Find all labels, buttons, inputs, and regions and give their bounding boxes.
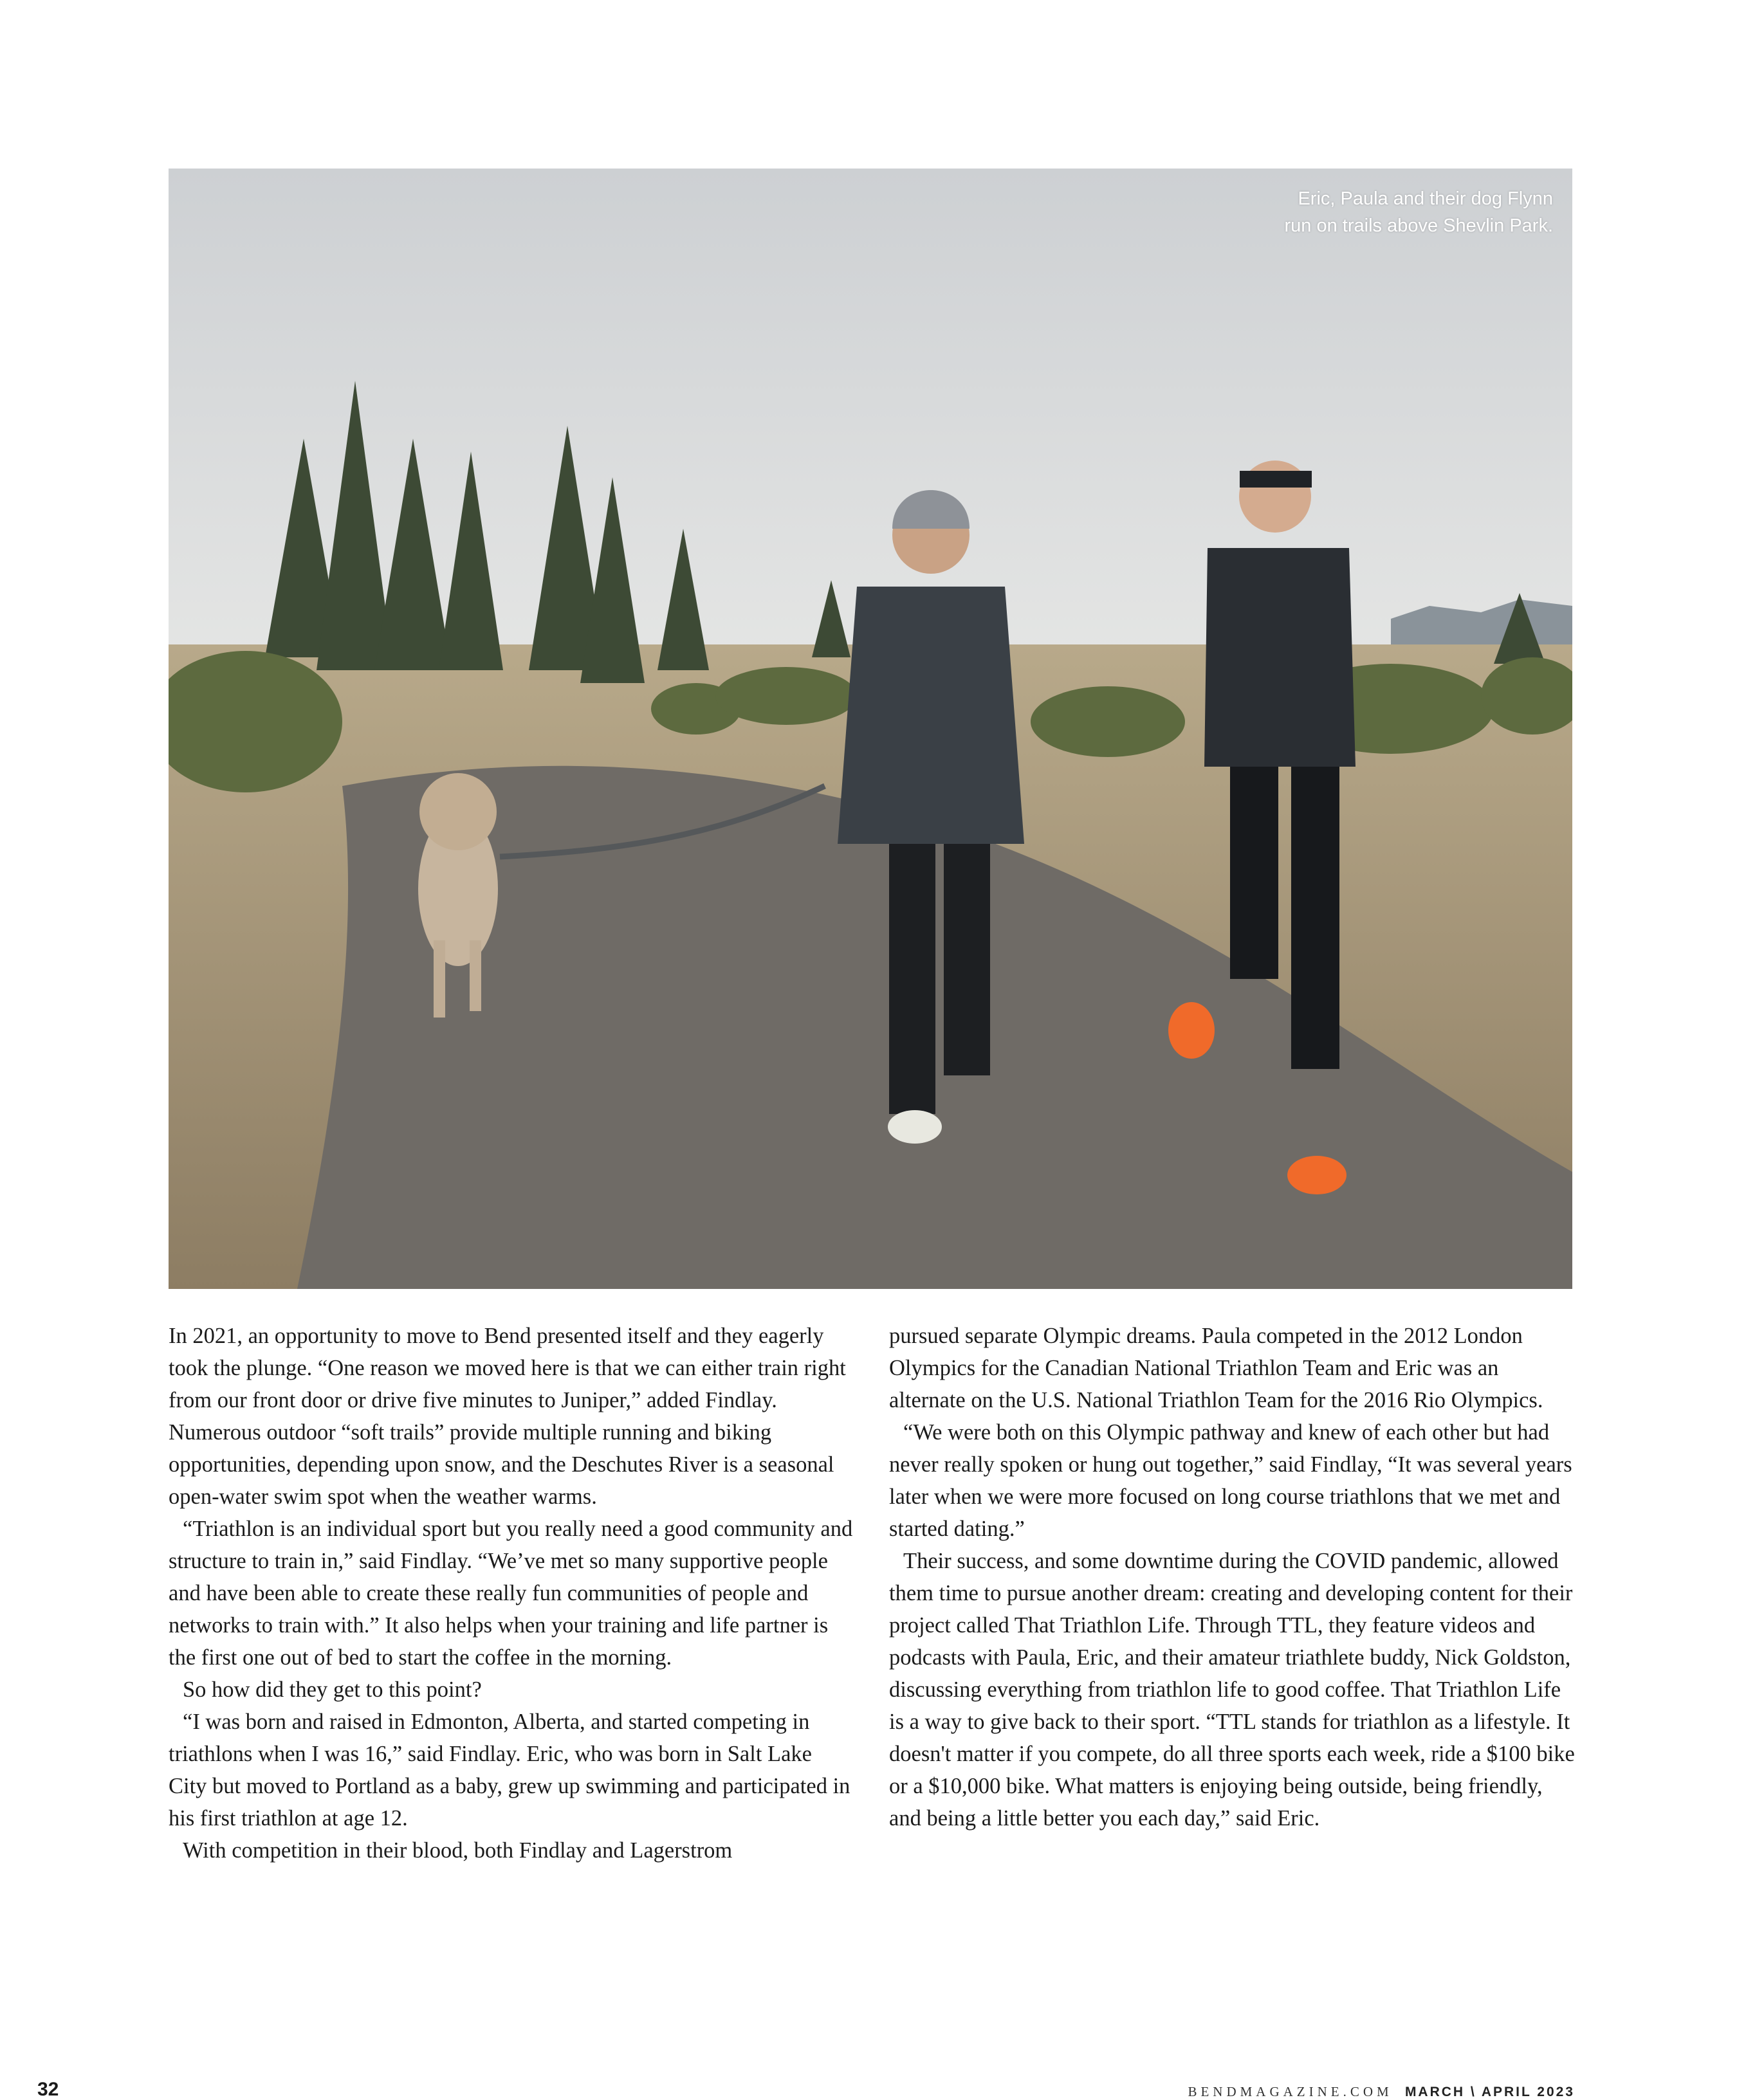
page-number: 32 (37, 2079, 59, 2100)
paragraph: “Triathlon is an individual sport but you really need a good community and structure to train in,” said Findlay. “We’ve met so many supportive people and have been able to create these really fun communities of people and networks to train with.” It also helps when your training and life partner is the first one out of bed to start the coffee in the morning. (169, 1517, 853, 1670)
paragraph: “We were both on this Olympic pathway and knew of each other but had never really spoken or hung out together,” said Findlay, “It was several years later when we were more focused on long course triathlons that we met and started dating.” (889, 1420, 1572, 1541)
trail-running-illustration (169, 169, 1572, 1289)
website-name: BENDMAGAZINE.COM (1188, 2084, 1393, 2099)
running-footer (1188, 2084, 1575, 2100)
feature-photo (169, 169, 1572, 1289)
paragraph: Their success, and some downtime during the COVID pandemic, allowed them time to pursue another dream: creating and developing content for their project called That Triathlon Life. Through TTL, they feature videos and podcasts with Paula, Eric, and their amateur triathlete buddy, Nick Goldston, discussing everything from triathlon life to good coffee. That Triathlon Life is a way to give back to their sport. “TTL stands for triathlon as a lifestyle. It doesn't matter if you compete, do all three sports each week, ride a $100 bike or a $10,000 bike. What matters is enjoying being outside, being friendly, and being a little better you each day,” said Eric. (889, 1549, 1575, 1831)
article-column-left (169, 1320, 854, 1867)
paragraph: “I was born and raised in Edmonton, Alberta, and started competing in triathlons when I was 16,” said Findlay. Eric, who was born in Salt Lake City but moved to Portland as a baby, grew up swimming and participated in his first triathlon at age 12. (169, 1710, 850, 1831)
paragraph: In 2021, an opportunity to move to Bend presented itself and they eagerly took the plunge. “One reason we moved here is that we can either train right from our front door or drive five minutes to Juniper,” added Findlay. Numerous outdoor “soft trails” provide multiple running and biking opportunities, depending upon snow, and the Deschutes River is a seasonal open-water swim spot when the weather warms. (169, 1324, 846, 1509)
paragraph: So how did they get to this point? (183, 1677, 482, 1702)
paragraph: pursued separate Olympic dreams. Paula competed in the 2012 London Olympics for the Canadian National Triathlon Team and Eric was an alternate on the U.S. National Triathlon Team for the 2016 Rio Olympics. (889, 1324, 1543, 1412)
paragraph: With competition in their blood, both Findlay and Lagerstrom (183, 1838, 733, 1863)
article-column-right (889, 1320, 1575, 1834)
photo-caption: Eric, Paula and their dog Flynn run on trails above Shevlin Park. (1284, 188, 1553, 236)
issue-date: MARCH \ APRIL 2023 (1404, 2085, 1575, 2099)
